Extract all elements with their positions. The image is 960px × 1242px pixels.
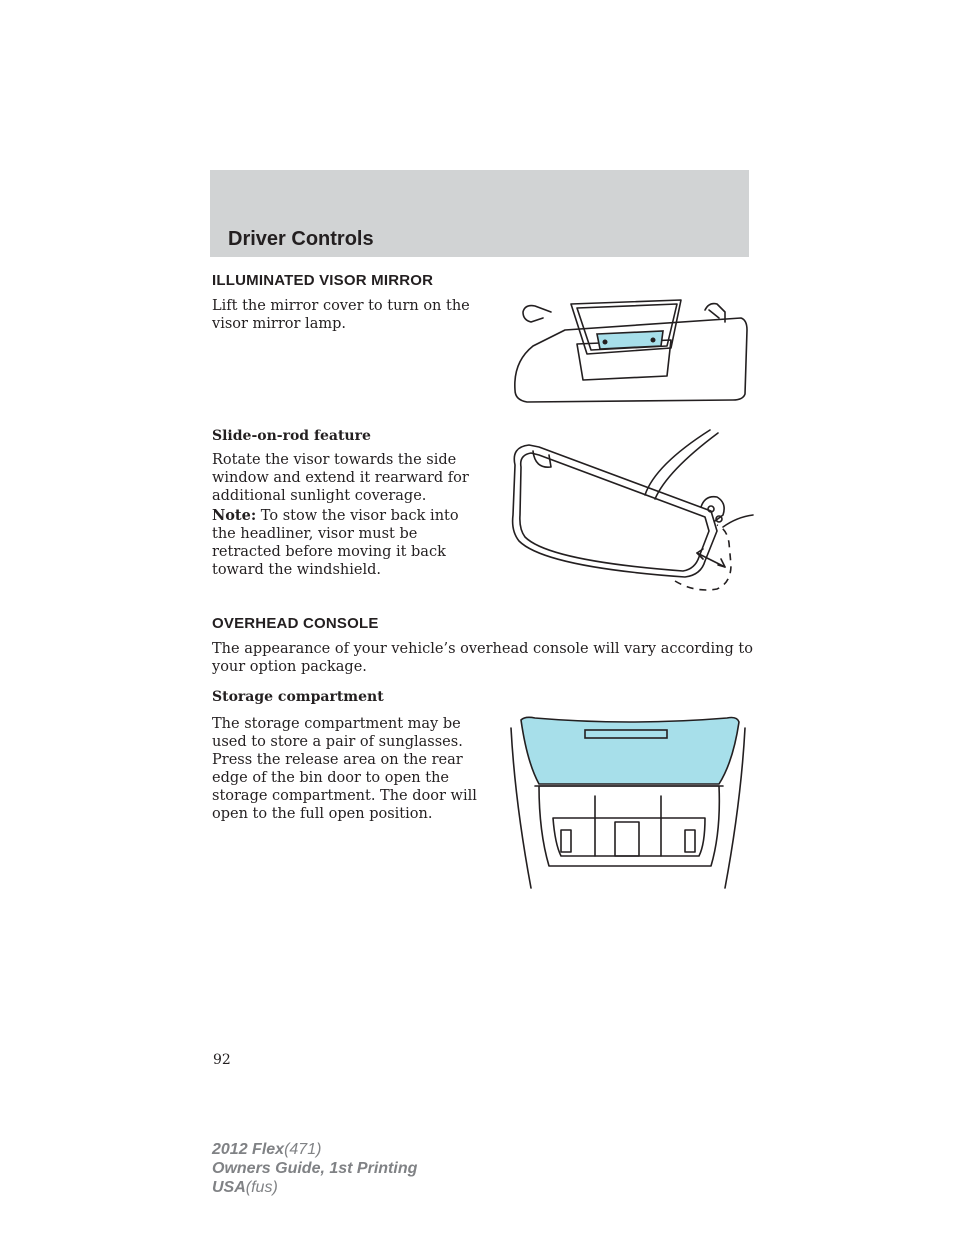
storage-line-1: The storage compartment may be <box>212 716 461 732</box>
visor-mirror-line-2: visor mirror lamp. <box>212 316 346 332</box>
note-line-3: retracted before moving it back <box>212 544 446 560</box>
storage-line-3: Press the release area on the rear <box>212 752 463 768</box>
storage-line-5: storage compartment. The door will <box>212 788 477 804</box>
footer-region-code: (fus) <box>245 1179 278 1196</box>
overhead-console-text <box>212 640 753 676</box>
overhead-console-heading: OVERHEAD CONSOLE <box>212 615 379 632</box>
section-title: Driver Controls <box>228 228 374 250</box>
storage-line-2: used to store a pair of sunglasses. <box>212 734 463 750</box>
storage-line-4: edge of the bin door to open the <box>212 770 449 786</box>
slide-on-rod-heading: Slide-on-rod feature <box>212 428 371 444</box>
overhead-console-line-1: The appearance of your vehicle’s overhead console will vary according to <box>212 641 753 657</box>
slide-on-rod-line-2: window and extend it rearward for <box>212 470 469 486</box>
footer-guide: Owners Guide, 1st Printing <box>212 1160 418 1177</box>
slide-on-rod-note <box>212 507 459 579</box>
visor-mirror-illustration <box>505 290 755 410</box>
overhead-console-illustration <box>505 712 755 892</box>
slide-on-rod-line-1: Rotate the visor towards the side <box>212 452 457 468</box>
visor-mirror-line-1: Lift the mirror cover to turn on the <box>212 298 470 314</box>
footer-model: 2012 Flex <box>212 1141 285 1158</box>
storage-text <box>212 715 477 823</box>
footer-region: USA <box>212 1179 246 1196</box>
footer-model-code: (471) <box>284 1141 322 1158</box>
footer <box>212 1140 417 1197</box>
visor-mirror-heading: ILLUMINATED VISOR MIRROR <box>212 272 434 289</box>
slide-on-rod-illustration <box>505 425 760 595</box>
page-number: 92 <box>213 1052 231 1068</box>
slide-on-rod-text <box>212 451 469 505</box>
storage-heading: Storage compartment <box>212 689 384 705</box>
note-line-1: To stow the visor back into <box>256 508 459 524</box>
note-label: Note: <box>212 507 257 524</box>
overhead-console-line-2: your option package. <box>212 659 367 675</box>
storage-line-6: open to the full open position. <box>212 806 433 822</box>
slide-on-rod-line-3: additional sunlight coverage. <box>212 488 427 504</box>
note-line-2: the headliner, visor must be <box>212 526 418 542</box>
note-line-4: toward the windshield. <box>212 562 381 578</box>
visor-mirror-text <box>212 297 470 333</box>
